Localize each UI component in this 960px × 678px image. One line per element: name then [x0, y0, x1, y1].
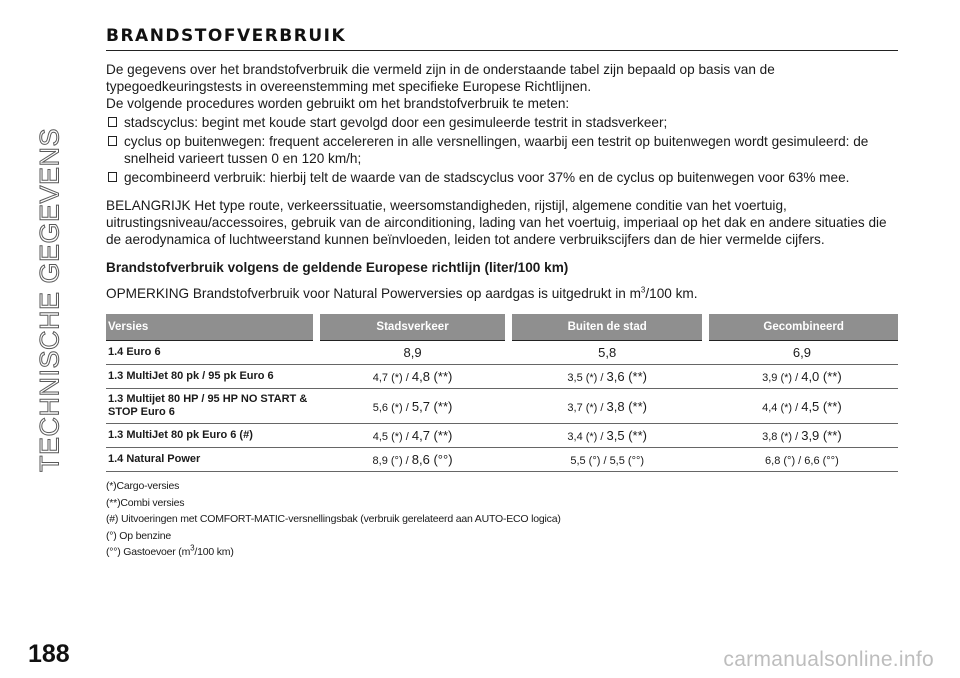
checkbox-bullet-icon: [108, 136, 117, 146]
table-row: [106, 424, 898, 448]
page-number: 188: [28, 640, 70, 668]
footnote-cargo: (*)Cargo-versies: [106, 480, 180, 492]
footnote-comfort-matic: (#) Uitvoeringen met COMFORT-MATIC-versnellingsbak (verbruik gerelateerd aan AUTO-ECO logica): [106, 513, 561, 525]
value-combi: 3,9 (**): [801, 428, 842, 443]
model-cell: 1.3 MultiJet 80 pk Euro 6 (#): [106, 424, 317, 448]
value-cargo: 3,4 (*) /: [567, 431, 607, 443]
highway-cell: [509, 448, 706, 472]
value-text: 5,5 (°) / 5,5 (°°): [570, 454, 645, 467]
table-row: [106, 448, 898, 472]
value-combi: 4,8 (**): [411, 369, 453, 384]
city-cell: [317, 424, 509, 448]
value-petrol: 8,9 (°) /: [372, 455, 412, 467]
footnote-combi: (**)Combi versies: [106, 496, 185, 509]
bullet-text: stadscyclus: begint met koude start gevolgd door een gesimuleerde testrit in stadsverkeer;: [124, 115, 668, 130]
value-text: 6,9: [792, 345, 811, 360]
bullet-item-highway: [106, 133, 898, 167]
header-versies: Versies: [106, 314, 317, 341]
bullet-item-city: [106, 114, 898, 131]
combined-cell: [706, 365, 898, 389]
footnote-gas-text: (°°) Gastoevoer (m: [106, 546, 191, 558]
value-combi: 3,6 (**): [606, 369, 647, 384]
checkbox-bullet-icon: [108, 117, 117, 127]
intro-paragraph: De gegevens over het brandstofverbruik die vermeld zijn in de onderstaande tabel zijn bepaald op basis van de typegoedkeuringstests in overeenstemming met specifieke Europese Richtlijnen.: [106, 62, 775, 94]
combined-cell: [706, 389, 898, 424]
value-combi: 4,7 (**): [411, 428, 453, 443]
combined-cell: [706, 341, 898, 365]
table-footnotes: [106, 478, 898, 561]
model-cell: 1.3 Multijet 80 HP / 95 HP NO START & STOP Euro 6: [106, 389, 317, 424]
city-cell: [317, 341, 509, 365]
note-text: OPMERKING Brandstofverbruik voor Natural Powerversies op aardgas is uitgedrukt in m: [106, 286, 641, 301]
value-cargo: 3,5 (*) /: [567, 372, 607, 384]
note-suffix: /100 km.: [645, 286, 698, 301]
note-paragraph: [106, 285, 898, 302]
table-row: [106, 389, 898, 424]
city-cell: [317, 365, 509, 389]
value-cargo: 4,5 (*) /: [372, 431, 412, 443]
consumption-table: [106, 314, 898, 472]
header-buiten-de-stad: Buiten de stad: [509, 314, 706, 341]
city-cell: [317, 389, 509, 424]
note-superscript: 3: [640, 285, 646, 295]
header-gecombineerd: Gecombineerd: [706, 314, 898, 341]
page-content: [106, 26, 898, 561]
table-row: [106, 365, 898, 389]
footnote-gas: [106, 544, 898, 561]
value-cargo: 5,6 (*) /: [372, 401, 412, 414]
value-combi: 4,0 (**): [801, 369, 842, 384]
value-cargo: 4,4 (*) /: [762, 401, 802, 414]
value-cargo: 3,8 (*) /: [762, 431, 802, 443]
value-text: 5,8: [598, 345, 617, 360]
table-row: [106, 341, 898, 365]
value-combi: 3,5 (**): [606, 428, 647, 443]
checkbox-bullet-icon: [108, 172, 117, 182]
footnote-petrol: (°) Op benzine: [106, 529, 172, 542]
highway-cell: [509, 389, 706, 424]
value-text: 8,9: [403, 345, 422, 360]
model-cell: 1.4 Euro 6: [106, 341, 317, 365]
header-stadsverkeer: Stadsverkeer: [317, 314, 509, 341]
city-cell: [317, 448, 509, 472]
value-text: 6,8 (°) / 6,6 (°°): [765, 454, 839, 467]
combined-cell: [706, 424, 898, 448]
footnote-gas-suffix: /100 km): [194, 546, 234, 558]
highway-cell: [509, 424, 706, 448]
section-title: BRANDSTOFVERBRUIK: [106, 26, 898, 51]
combined-cell: [706, 448, 898, 472]
watermark-text: carmanualsonline.info: [723, 648, 934, 671]
value-gas: 8,6 (°°): [411, 452, 453, 467]
table-subheading: Brandstofverbruik volgens de geldende Europese richtlijn (liter/100 km): [106, 260, 569, 275]
value-cargo: 3,7 (*) /: [567, 401, 607, 414]
table-header-row: [106, 314, 898, 341]
bullet-text: gecombineerd verbruik: hierbij telt de waarde van de stadscyclus voor 37% en de cyclus op buitenwegen voor 63% mee.: [124, 170, 850, 185]
value-combi: 5,7 (**): [411, 398, 453, 414]
bullet-text: cyclus op buitenwegen: frequent accelereren in alle versnellingen, waarbij een testrit op buitenwegen wordt gesimuleerd: de snelheid varieert tussen 0 en 120 km/h;: [124, 134, 869, 166]
bullet-item-combined: [106, 169, 898, 186]
highway-cell: [509, 365, 706, 389]
value-combi: 3,8 (**): [606, 398, 647, 414]
model-cell: 1.4 Natural Power: [106, 448, 317, 472]
value-cargo: 3,9 (*) /: [762, 372, 802, 384]
section-side-tab: TECHNISCHE GEGEVENS: [34, 127, 65, 473]
important-notice: BELANGRIJK Het type route, verkeerssituatie, weersomstandigheden, rijstijl, algemene conditie van het voertuig, uitrustingsniveau/accessoires, gebruik van de airconditioning, lading van het voertuig, imperiaal op het dak en andere situaties die de aerodynamica of luchtweerstand kunnen beïnvloeden, leiden tot andere verbruikscijfers dan de hier vermelde cijfers.: [106, 198, 887, 247]
highway-cell: [509, 341, 706, 365]
value-combi: 4,5 (**): [801, 398, 842, 414]
model-cell: 1.3 MultiJet 80 pk / 95 pk Euro 6: [106, 365, 317, 389]
value-cargo: 4,7 (*) /: [372, 372, 412, 384]
procedures-intro: De volgende procedures worden gebruikt om het brandstofverbruik te meten:: [106, 96, 570, 111]
footnote-gas-superscript: 3: [190, 543, 195, 553]
